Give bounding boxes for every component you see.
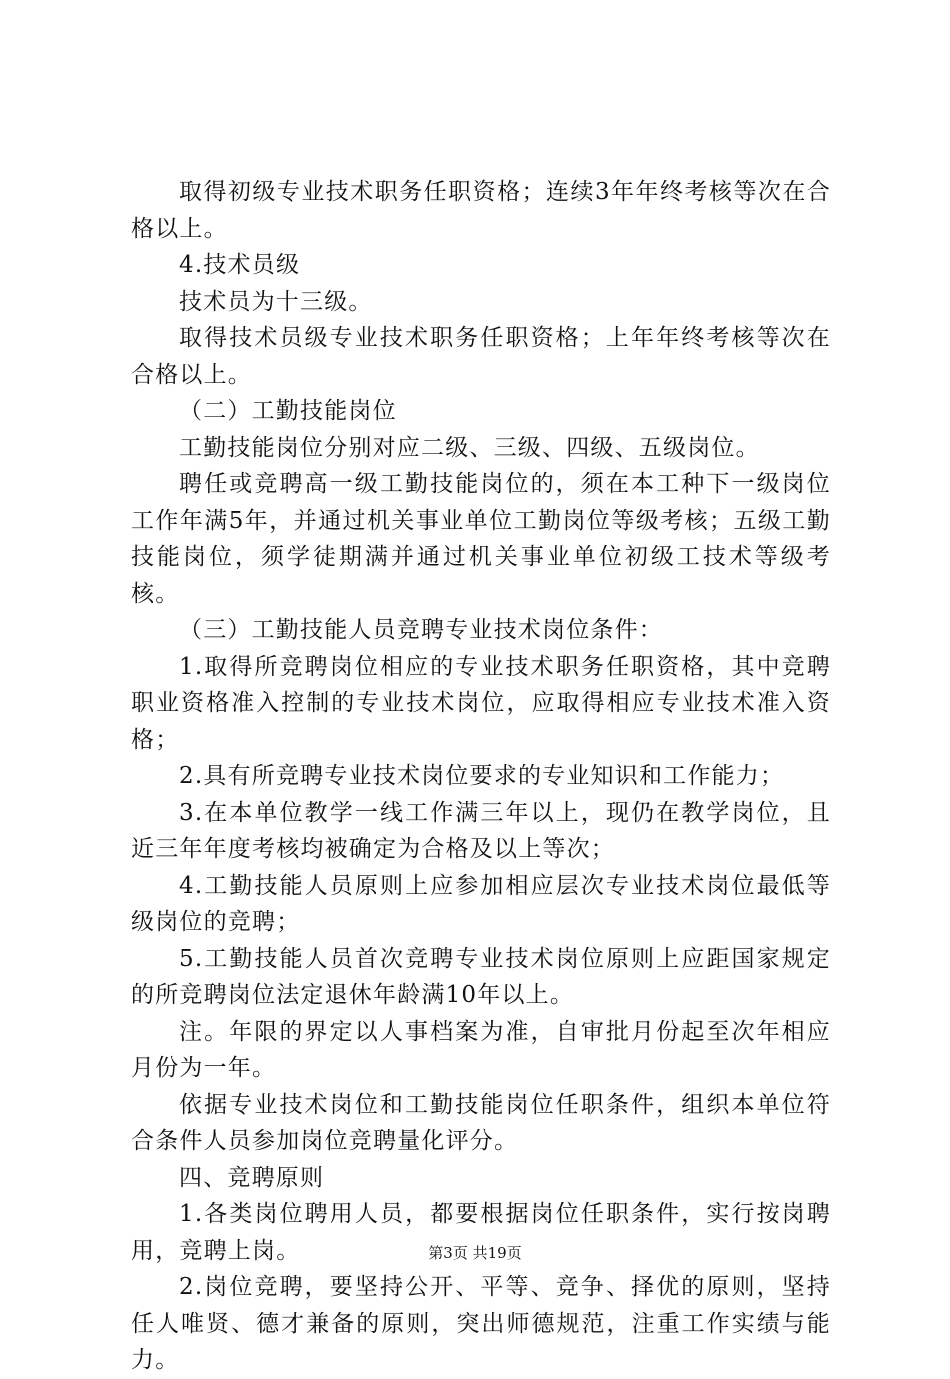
list-item: 5.工勤技能人员首次竞聘专业技术岗位原则上应距国家规定的所竞聘岗位法定退休年龄满10年以上。: [131, 945, 831, 1008]
list-item: 1.取得所竞聘岗位相应的专业技术职务任职资格，其中竞聘职业资格准入控制的专业技术岗位，应取得相应专业技术准入资格；: [131, 653, 831, 753]
paragraph: 依据专业技术岗位和工勤技能岗位任职条件，组织本单位符合条件人员参加岗位竞聘量化评分。: [131, 1091, 831, 1154]
note: 注。年限的界定以人事档案为准，自审批月份起至次年相应月份为一年。: [131, 1018, 831, 1081]
paragraph: 技术员为十三级。: [179, 288, 373, 315]
paragraph: 4.技术员级: [179, 252, 301, 278]
paragraph: 工勤技能岗位分别对应二级、三级、四级、五级岗位。: [179, 434, 760, 461]
list-item: 4.工勤技能人员原则上应参加相应层次专业技术岗位最低等级岗位的竞聘；: [131, 872, 831, 935]
section-heading: 四、竞聘原则: [179, 1164, 325, 1191]
paragraph: 聘任或竞聘高一级工勤技能岗位的，须在本工种下一级岗位工作年满5年，并通过机关事业单位工勤岗位等级考核；五级工勤技能岗位，须学徒期满并通过机关事业单位初级工技术等级考核。: [131, 471, 831, 607]
paragraph: 取得初级专业技术职务任职资格；连续3年年终考核等次在合格以上。: [131, 179, 831, 242]
list-item: 1.各类岗位聘用人员，都要根据岗位任职条件，实行按岗聘用，竞聘上岗。: [131, 1201, 831, 1264]
section-heading: （三）工勤技能人员竞聘专业技术岗位条件：: [179, 617, 663, 643]
page-number: 第3页 共19页: [428, 1244, 522, 1262]
list-item: 2.岗位竞聘，要坚持公开、平等、竞争、择优的原则，坚持任人唯贤、德才兼备的原则，突出师德规范，注重工作实绩与能力。: [131, 1274, 831, 1373]
document-body: [131, 174, 831, 1379]
paragraph: 取得技术员级专业技术职务任职资格；上年年终考核等次在合格以上。: [131, 325, 831, 388]
section-heading: （二）工勤技能岗位: [179, 398, 397, 424]
list-item: 3.在本单位教学一线工作满三年以上，现仍在教学岗位，且近三年年度考核均被确定为合格及以上等次；: [131, 799, 831, 862]
list-item: 2.具有所竞聘专业技术岗位要求的专业知识和工作能力；: [179, 763, 785, 789]
